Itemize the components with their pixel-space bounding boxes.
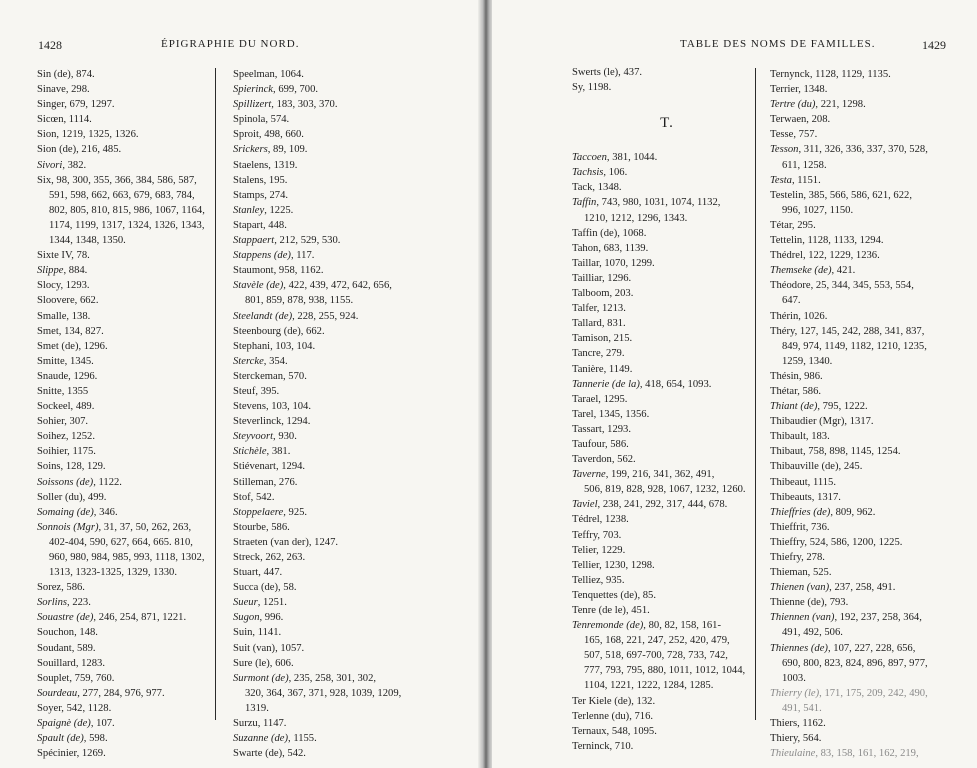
index-entry: Stercke, 354. — [233, 355, 288, 367]
index-entry: Taillar, 1070, 1299. — [572, 257, 655, 269]
index-entry: Six, 98, 300, 355, 366, 384, 586, 587, — [37, 174, 197, 186]
index-entry: Thibaudier (Mgr), 1317. — [770, 416, 874, 428]
index-entry: Succa (de), 58. — [233, 582, 297, 594]
index-entry: Sproit, 498, 660. — [233, 129, 304, 141]
index-entry: Tamison, 215. — [572, 333, 633, 345]
index-entry-continuation: 960, 980, 984, 985, 993, 1118, 1302, — [49, 552, 205, 563]
index-entry: Staumont, 958, 1162. — [233, 265, 324, 277]
index-entry: Steuf, 395. — [233, 385, 280, 397]
column-1-top-entries — [572, 65, 762, 95]
index-entry: Stiévenart, 1294. — [233, 461, 306, 473]
index-entry-continuation: 802, 805, 810, 815, 986, 1067, 1164, — [49, 204, 205, 216]
index-entry: Tack, 1348. — [572, 182, 622, 194]
index-entry: Ter Kiele (de), 132. — [572, 695, 656, 707]
index-entry: Sinave, 298. — [37, 84, 90, 96]
index-entry: Tahon, 683, 1139. — [572, 242, 649, 254]
index-entry: Ternynck, 1128, 1129, 1135. — [770, 69, 891, 80]
index-entry-continuation: 1003. — [782, 672, 806, 684]
index-entry: Stamps, 274. — [233, 189, 289, 201]
index-entry: Stourbe, 586. — [233, 521, 290, 533]
index-entry-continuation: 1104, 1221, 1222, 1284, 1285. — [584, 680, 714, 692]
index-entry: Thiefry, 278. — [770, 552, 825, 563]
index-entry: Sivori, 382. — [37, 159, 87, 171]
index-entry: Thieman, 525. — [770, 567, 832, 579]
index-entry-continuation: 777, 793, 795, 880, 1011, 1012, 1044, — [584, 665, 746, 677]
index-entry: Stappaert, 212, 529, 530. — [233, 235, 341, 247]
index-entry: Sonnois (Mgr), 31, 37, 50, 262, 263, — [37, 521, 192, 533]
index-entry-continuation: 506, 819, 828, 928, 1067, 1232, 1260. — [584, 484, 746, 496]
index-entry-continuation: 491, 541. — [782, 702, 822, 714]
index-entry: Stapart, 448. — [233, 219, 287, 231]
right-page-number: 1429 — [922, 38, 946, 52]
index-entry-continuation: 1259, 1340. — [782, 355, 833, 367]
section-letter-heading: T. — [660, 115, 674, 132]
index-entry: Taccoen, 381, 1044. — [572, 152, 658, 164]
index-entry: Suit (van), 1057. — [233, 642, 305, 654]
index-entry: Thiery, 564. — [770, 733, 822, 745]
index-entry: Sure (le), 606. — [233, 657, 294, 669]
index-entry: Tenre (de le), 451. — [572, 605, 650, 616]
index-entry: Thibaut, 758, 898, 1145, 1254. — [770, 446, 901, 458]
index-entry: Souastre (de), 246, 254, 871, 1221. — [37, 612, 187, 624]
index-entry-continuation: 165, 168, 221, 247, 252, 420, 479, — [584, 635, 730, 647]
index-entry: Stuart, 447. — [233, 567, 283, 579]
column-1-entries — [572, 150, 762, 754]
index-entry: Testelin, 385, 566, 586, 621, 622, — [770, 189, 912, 201]
index-entry: Sion (de), 216, 485. — [37, 144, 122, 156]
index-entry: Smet (de), 1296. — [37, 340, 108, 352]
index-entry: Thiennes (de), 107, 227, 228, 656, — [770, 642, 916, 654]
index-entry: Taffin (de), 1068. — [572, 227, 647, 239]
index-entry: Sueur, 1251. — [233, 597, 287, 609]
index-entry: Tesson, 311, 326, 336, 337, 370, 528, — [770, 144, 928, 156]
index-entry-continuation: 801, 859, 878, 938, 1155. — [245, 295, 354, 307]
index-entry: Spécinier, 1269. — [37, 748, 106, 760]
index-entry: Stilleman, 276. — [233, 476, 298, 488]
index-entry: Tassart, 1293. — [572, 423, 631, 435]
index-entry: Stappens (de), 117. — [233, 250, 315, 262]
index-entry: Taviel, 238, 241, 292, 317, 444, 678. — [572, 499, 728, 511]
right-page — [492, 0, 977, 768]
index-entry: Spault (de), 598. — [37, 733, 108, 745]
index-entry: Tertre (du), 221, 1298. — [770, 99, 866, 111]
index-entry-continuation: 611, 1258. — [782, 159, 827, 171]
index-entry: Suzanne (de), 1155. — [233, 733, 317, 745]
index-entry: Spillizert, 183, 303, 370. — [233, 99, 338, 111]
index-entry: Sorez, 586. — [37, 582, 85, 594]
index-entry: Thierry (le), 171, 175, 209, 242, 490, — [770, 687, 928, 699]
right-running-title: TABLE DES NOMS DE FAMILLES. — [680, 38, 876, 50]
index-entry-continuation: 591, 598, 662, 663, 679, 683, 784, — [49, 189, 195, 201]
right-column-1 — [572, 65, 762, 754]
index-entry: Smitte, 1345. — [37, 355, 94, 367]
index-entry: Staelens, 1319. — [233, 159, 298, 171]
index-entry: Sin (de), 874. — [37, 69, 95, 80]
index-entry-continuation: 1313, 1323-1325, 1329, 1330. — [49, 567, 178, 579]
index-entry: Souplet, 759, 760. — [37, 672, 115, 684]
index-entry: Steelandt (de), 228, 255, 924. — [233, 310, 359, 322]
index-entry-continuation: 320, 364, 367, 371, 928, 1039, 1209, — [245, 687, 402, 699]
index-entry: Thieffry, 524, 586, 1200, 1225. — [770, 536, 903, 548]
left-page — [0, 0, 480, 768]
index-entry: Stichèle, 381. — [233, 446, 291, 458]
index-entry: Tallard, 831. — [572, 318, 626, 330]
index-entry-continuation: 402-404, 590, 627, 664, 665. 810, — [49, 536, 193, 548]
left-page-number: 1428 — [38, 38, 62, 52]
index-entry-continuation: 996, 1027, 1150. — [782, 204, 854, 216]
index-entry: Thiers, 1162. — [770, 718, 826, 730]
index-entry: Ternaux, 548, 1095. — [572, 725, 657, 737]
index-entry: Stoppelaere, 925. — [233, 506, 308, 518]
index-entry: Sion, 1219, 1325, 1326. — [37, 129, 139, 141]
index-entry: Taufour, 586. — [572, 438, 629, 450]
index-entry-continuation: 491, 492, 506. — [782, 627, 843, 639]
index-entry: Souillard, 1283. — [37, 657, 105, 669]
index-entry: Swerts (le), 437. — [572, 67, 643, 78]
index-entry: Thérin, 1026. — [770, 310, 828, 322]
index-entry: Sixte IV, 78. — [37, 250, 90, 262]
index-entry-continuation: 1344, 1348, 1350. — [49, 235, 126, 247]
index-entry: Sy, 1198. — [572, 82, 612, 94]
index-entry: Stevens, 103, 104. — [233, 401, 311, 413]
index-entry: Souchon, 148. — [37, 627, 98, 639]
index-entry: Tarel, 1345, 1356. — [572, 408, 650, 420]
index-entry: Talboom, 203. — [572, 288, 634, 300]
index-entry: Soller (du), 499. — [37, 491, 107, 503]
index-entry: Slippe, 884. — [37, 265, 88, 277]
index-entry-continuation: 849, 974, 1149, 1182, 1210, 1235, — [782, 340, 927, 352]
index-entry: Sourdeau, 277, 284, 976, 977. — [37, 687, 165, 699]
index-entry: Taffin, 743, 980, 1031, 1074, 1132, — [572, 197, 721, 209]
index-entry: Themseke (de), 421. — [770, 265, 856, 277]
index-entry: Straeten (van der), 1247. — [233, 536, 339, 548]
index-entry: Stanley, 1225. — [233, 204, 294, 216]
index-entry: Thétar, 586. — [770, 385, 822, 397]
index-entry: Terwaen, 208. — [770, 114, 831, 126]
index-entry: Soudant, 589. — [37, 642, 96, 654]
index-entry: Swarte (de), 542. — [233, 748, 306, 760]
index-entry: Tétar, 295. — [770, 219, 816, 231]
index-entry: Tailliar, 1296. — [572, 272, 632, 284]
index-entry: Thibeaut, 1115. — [770, 476, 836, 488]
index-entry: Thieffrit, 736. — [770, 521, 830, 533]
index-entry: Smet, 134, 827. — [37, 325, 104, 337]
index-entry: Surzu, 1147. — [233, 718, 287, 730]
index-entry: Stavèle (de), 422, 439, 472, 642, 656, — [233, 280, 392, 292]
index-entry: Stof, 542. — [233, 491, 275, 503]
index-entry-continuation: 1210, 1212, 1296, 1343. — [584, 212, 688, 224]
index-entry: Tancre, 279. — [572, 348, 625, 360]
index-entry: Steverlinck, 1294. — [233, 416, 311, 428]
column-divider-right — [755, 68, 756, 720]
index-entry-continuation: 690, 800, 823, 824, 896, 897, 977, — [782, 657, 928, 669]
index-entry: Sockeel, 489. — [37, 401, 95, 413]
index-entry: Suin, 1141. — [233, 627, 282, 639]
index-entry: Terlenne (du), 716. — [572, 710, 654, 722]
index-entry: Sorlins, 223. — [37, 597, 91, 609]
index-entry: Thieffries (de), 809, 962. — [770, 506, 876, 518]
index-entry: Taverdon, 562. — [572, 454, 636, 466]
left-running-title: ÉPIGRAPHIE DU NORD. — [161, 38, 300, 50]
index-entry: Soyer, 542, 1128. — [37, 702, 112, 714]
index-entry: Thibeauts, 1317. — [770, 491, 841, 503]
index-entry: Stalens, 195. — [233, 174, 288, 186]
index-entry: Thienen (van), 237, 258, 491. — [770, 582, 896, 594]
index-entry: Sohier, 307. — [37, 416, 89, 428]
index-entry: Soihez, 1252. — [37, 431, 95, 443]
index-entry: Soihier, 1175. — [37, 446, 96, 458]
index-entry: Spierinck, 699, 700. — [233, 84, 319, 96]
index-entry: Soissons (de), 1122. — [37, 476, 122, 488]
index-entry: Slocy, 1293. — [37, 280, 90, 292]
index-entry: Taverne, 199, 216, 341, 362, 491, — [572, 469, 715, 481]
index-entry: Testa, 1151. — [770, 174, 821, 186]
index-entry: Srickers, 89, 109. — [233, 144, 308, 156]
column-divider-left — [215, 68, 216, 720]
index-entry-continuation: 507, 518, 697-700, 728, 733, 742, — [584, 650, 728, 662]
left-column-2 — [233, 67, 401, 761]
index-entry: Snaude, 1296. — [37, 370, 98, 382]
index-entry: Thiennen (van), 192, 237, 258, 364, — [770, 612, 922, 624]
index-entry-continuation: 1174, 1199, 1317, 1324, 1326, 1343, — [49, 219, 205, 231]
index-entry: Steyvoort, 930. — [233, 431, 297, 443]
index-entry: Terrier, 1348. — [770, 84, 828, 96]
index-entry: Sugon, 996. — [233, 612, 284, 624]
index-entry: Sterckeman, 570. — [233, 370, 307, 382]
index-entry: Snitte, 1355 — [37, 385, 89, 397]
index-entry: Telliez, 935. — [572, 574, 625, 586]
right-column-2 — [770, 67, 928, 761]
index-entry: Thibault, 183. — [770, 431, 830, 443]
index-entry: Tettelin, 1128, 1133, 1294. — [770, 235, 884, 247]
index-entry: Teffry, 703. — [572, 529, 622, 541]
index-entry: Théodore, 25, 344, 345, 553, 554, — [770, 280, 914, 292]
index-entry: Telier, 1229. — [572, 544, 626, 556]
index-entry: Spaignè (de), 107. — [37, 718, 115, 730]
index-entry: Tarael, 1295. — [572, 393, 628, 405]
index-entry: Thésin, 986. — [770, 370, 823, 382]
index-entry: Sloovere, 662. — [37, 295, 99, 307]
index-entry: Thieulaine, 83, 158, 161, 162, 219, — [770, 748, 919, 760]
index-entry: Somaing (de), 346. — [37, 506, 118, 518]
index-entry: Smalle, 138. — [37, 310, 91, 322]
index-entry: Tanière, 1149. — [572, 363, 633, 375]
left-column-1 — [37, 67, 205, 761]
index-entry: Streck, 262, 263. — [233, 552, 306, 563]
index-entry: Sicœn, 1114. — [37, 114, 92, 126]
index-entry: Thienne (de), 793. — [770, 597, 849, 609]
index-entry: Stephani, 103, 104. — [233, 340, 316, 352]
index-entry: Terninck, 710. — [572, 740, 634, 752]
index-entry: Steenbourg (de), 662. — [233, 325, 325, 337]
index-entry: Tesse, 757. — [770, 129, 818, 141]
index-entry: Thibauville (de), 245. — [770, 461, 863, 473]
index-entry: Théry, 127, 145, 242, 288, 341, 837, — [770, 325, 925, 337]
index-entry: Talfer, 1213. — [572, 303, 626, 315]
index-entry: Thiant (de), 795, 1222. — [770, 401, 868, 413]
index-entry-continuation: 647. — [782, 295, 801, 307]
index-entry: Soins, 128, 129. — [37, 461, 106, 473]
index-entry: Spinola, 574. — [233, 114, 290, 126]
index-entry: Tenremonde (de), 80, 82, 158, 161- — [572, 620, 721, 632]
index-entry: Thédrel, 122, 1229, 1236. — [770, 250, 880, 262]
index-entry: Speelman, 1064. — [233, 69, 304, 80]
index-entry: Tédrel, 1238. — [572, 514, 629, 526]
index-entry: Tachsis, 106. — [572, 167, 628, 179]
index-entry: Singer, 679, 1297. — [37, 99, 115, 111]
index-entry: Surmont (de), 235, 258, 301, 302, — [233, 672, 377, 684]
index-entry-continuation: 1319. — [245, 702, 269, 714]
index-entry: Tellier, 1230, 1298. — [572, 559, 655, 571]
index-entry: Tenquettes (de), 85. — [572, 589, 656, 601]
index-entry: Tannerie (de la), 418, 654, 1093. — [572, 378, 712, 390]
